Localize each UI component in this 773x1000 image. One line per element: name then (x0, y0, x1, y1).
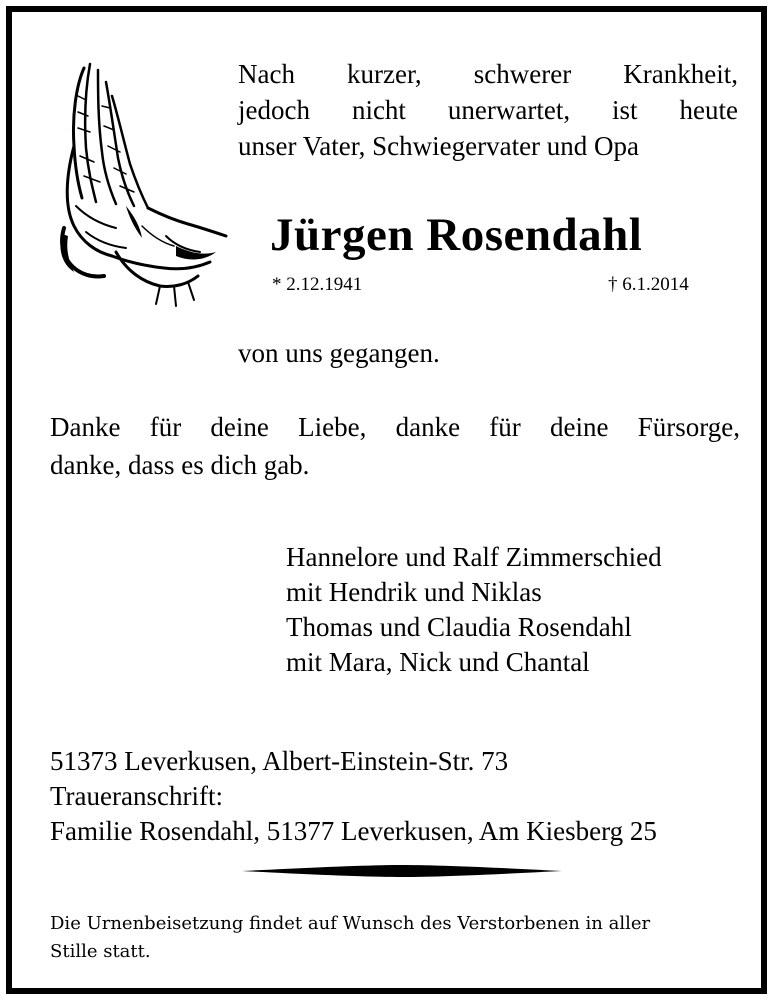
burial-note (50, 910, 750, 966)
death-date: † 6.1.2014 (608, 274, 689, 295)
family-names (286, 540, 662, 680)
family-line: mit Hendrik und Niklas (286, 577, 542, 607)
family-line: Thomas und Claudia Rosendahl (286, 612, 632, 642)
divider-line (242, 864, 562, 878)
family-line: Hannelore und Ralf Zimmerschied (286, 542, 662, 572)
address-block (50, 744, 657, 849)
intro-line: unser Vater, Schwiegervater und Opa (238, 131, 640, 161)
praying-hands-icon (56, 56, 232, 312)
address-line: 51373 Leverkusen, Albert-Einstein-Str. 73 (50, 746, 509, 776)
address-line: Familie Rosendahl, 51377 Leverkusen, Am Kiesberg 25 (50, 816, 657, 846)
passed-away-text: von uns gegangen. (238, 338, 440, 368)
intro-text (238, 56, 738, 164)
thanks-line: danke, dass es dich gab. (50, 450, 310, 480)
note-line: Stille statt. (50, 941, 151, 962)
thanks-line: Danke für deine Liebe, danke für deine Fürsorge, (50, 412, 740, 442)
intro-line: Nach kurzer, schwerer Krankheit, (238, 59, 738, 89)
deceased-name: Jürgen Rosendahl (270, 209, 643, 261)
family-line: mit Mara, Nick und Chantal (286, 647, 590, 677)
intro-line: jedoch nicht unerwartet, ist heute (238, 95, 738, 125)
thanks-text (50, 408, 740, 484)
address-line: Traueranschrift: (50, 781, 223, 811)
obituary-frame (6, 6, 767, 994)
note-line: Die Urnenbeisetzung findet auf Wunsch des Verstorbenen in aller (50, 913, 651, 934)
birth-date: * 2.12.1941 (272, 274, 363, 295)
